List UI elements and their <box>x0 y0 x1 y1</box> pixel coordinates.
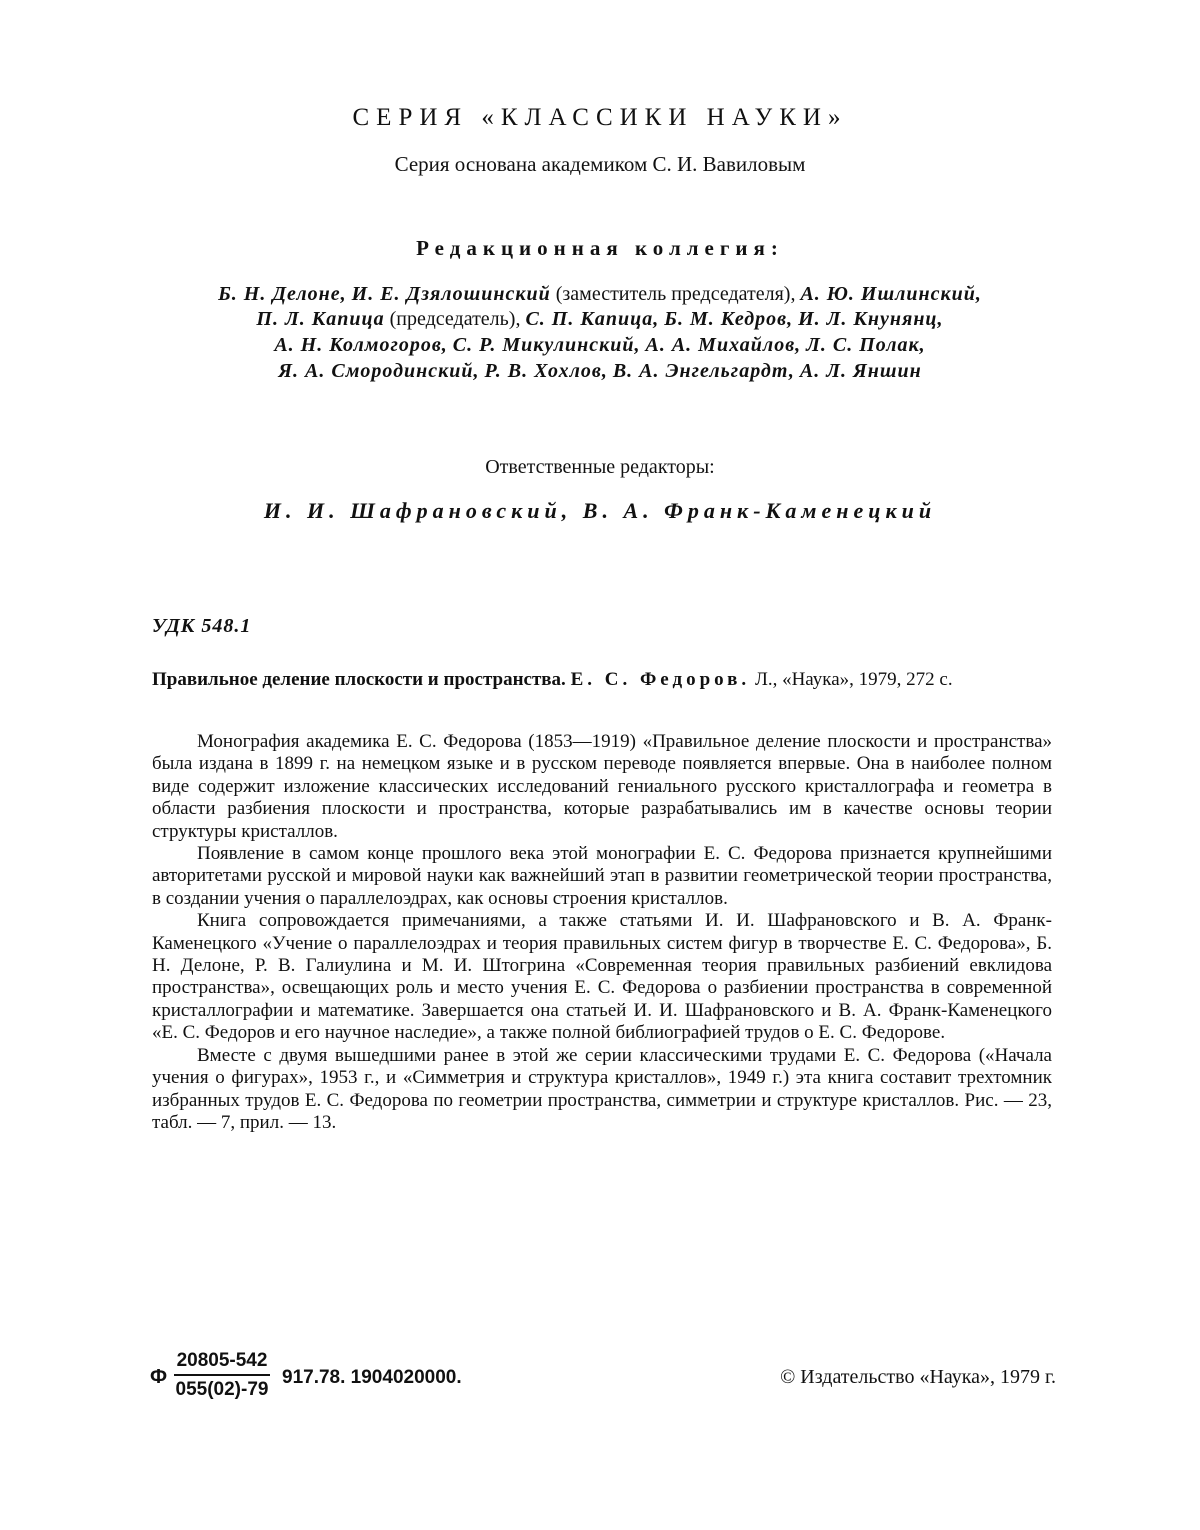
board-member-name: В. А. Энгельгардт, <box>612 360 795 382</box>
abstract <box>152 731 1052 1134</box>
board-member-name: И. Е. Дзялошинский <box>351 283 551 305</box>
board-member-name: Л. С. Полак, <box>806 334 926 356</box>
board-member-name: С. Р. Микулинский, <box>452 334 641 356</box>
series-founder-note: Серия основана академиком С. И. Вавиловым <box>394 152 806 176</box>
udk-code: УДК 548.1 <box>152 615 252 637</box>
editorial-board-line <box>0 333 1200 358</box>
citation-publication: Л., «Наука», 1979, 272 с. <box>754 669 953 690</box>
abstract-paragraph: Вместе с двумя вышедшими ранее в этой же серии классическими трудами Е. С. Федорова («Начала учения о фигурах», 1953 г., и «Симметрия и структура кристаллов», 1949 г.) эта книга составит трехтомник избранных трудов Е. С. Федорова по геометрии пространства, симметрии и структуре кристаллов. Рис. — 23, табл. — 7, прил. — 13. <box>152 1044 1052 1133</box>
catalog-denominator: 055(02)-79 <box>175 1379 269 1400</box>
citation-author: Е. С. Федоров. <box>570 669 751 690</box>
editorial-board-heading: Редакционная коллегия: <box>416 236 784 260</box>
board-member-name: А. Н. Колмогоров, <box>274 334 448 356</box>
responsible-editors-heading: Ответственные редакторы: <box>485 456 715 478</box>
catalog-numerator: 20805-542 <box>174 1350 270 1376</box>
board-member-name: А. Ю. Ишлинский, <box>800 283 982 305</box>
responsible-editors-names: И. И. Шафрановский, В. А. Франк-Каменецкий <box>263 498 937 523</box>
abstract-paragraph: Книга сопровождается примечаниями, а также статьями И. И. Шафрановского и В. А. Франк-Каменецкого «Учение о параллелоэдрах и теория правильных систем фигур в творчестве Е. С. Федорова», Б. Н. Делоне, Р. В. Галиулина и М. И. Штогрина «Современная теория правильных разбиений евклидова пространства», освещающих роль и место учения Е. С. Федорова о разбиении пространства в современной кристаллографии и математике. Завершается она статьей И. И. Шафрановского и В. А. Франк-Каменецкого «Е. С. Федоров и его научное наследие», а также полной библиографией трудов о Е. С. Федорове. <box>152 910 1052 1044</box>
editorial-board-line <box>0 359 1200 384</box>
board-member-name: С. П. Капица, <box>525 308 660 330</box>
series-title: СЕРИЯ «КЛАССИКИ НАУКИ» <box>352 104 848 131</box>
board-member-name: Б. М. Кедров, <box>664 308 794 330</box>
abstract-paragraph: Монография академика Е. С. Федорова (1853—1919) «Правильное деление плоскости и пространства» была издана в 1899 г. на немецком языке и в русском переводе появляется впервые. Она в наиболее полном виде содержит изложение классических исследований гениального русского кристаллографа и геометра в области разбиения плоскости и пространства, которые разрабатывались им в качестве основы теории структуры кристаллов. <box>152 731 1052 842</box>
board-member-role: (заместитель председателя), <box>555 283 796 305</box>
board-member-name: А. Л. Яншин <box>799 360 922 382</box>
board-member-name: Я. А. Смородинский, <box>278 360 480 382</box>
board-member-name: И. Л. Кнунянц, <box>798 308 944 330</box>
catalog-fraction <box>174 1350 270 1401</box>
editorial-board-line <box>0 282 1200 307</box>
catalog-code <box>150 1350 510 1420</box>
catalog-letter: Ф <box>150 1366 168 1388</box>
citation-title: Правильное деление плоскости и пространства. <box>152 669 566 690</box>
board-member-name: П. Л. Капица <box>256 308 385 330</box>
editorial-board-line <box>0 307 1200 332</box>
copyright-notice: © Издательство «Наука», 1979 г. <box>780 1366 1056 1388</box>
abstract-paragraph: Появление в самом конце прошлого века этой монографии Е. С. Федорова признается крупнейшими авторитетами русской и мировой науки как важнейший этап в развитии геометрической теории пространства, в создании учения о параллелоэдрах, как основы строения кристаллов. <box>152 843 1052 909</box>
board-member-name: Р. В. Хохлов, <box>484 360 608 382</box>
bibliographic-citation <box>152 668 1052 691</box>
board-member-name: Б. Н. Делоне, <box>218 283 347 305</box>
board-member-role: (председатель), <box>389 308 521 330</box>
catalog-index: 917.78. 1904020000. <box>282 1367 462 1388</box>
board-member-name: А. А. Михайлов, <box>645 334 802 356</box>
